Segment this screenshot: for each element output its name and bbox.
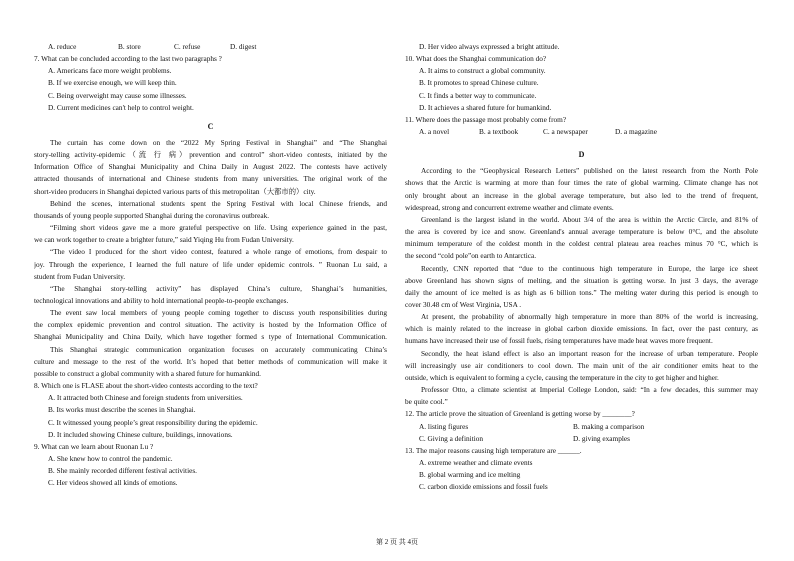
right-column <box>405 41 758 493</box>
q12-stem: 12. The article prove the situation of Greenland is getting worse by ________? <box>405 409 635 419</box>
q8-option-c: C. It witnessed young people’s great responsibility during the epidemic. <box>48 417 258 427</box>
passage-c-line: culture and message to the rest of the world. It’s hoped that better methods of communication will make it <box>34 356 387 366</box>
passage-d-line: Greenland is the largest island in the world. About 3/4 of the area is within the Arctic Circle, and 81% of <box>421 214 758 224</box>
q8-option-a: A. It attracted both Chinese and foreign students from universities. <box>48 393 243 403</box>
q7-option-b: B. If we exercise enough, we will keep thin. <box>48 78 177 88</box>
passage-d-line: which is mainly related to the increase in global carbon dioxide emissions. In fact, over the past century, as <box>405 324 758 334</box>
passage-c-line: we can work together to create a brighter future,” said Yiqing Hu from Fudan University. <box>34 235 294 245</box>
passage-d-line: only brought about an increase in the global average temperature, but also led to the trend of frequent, <box>405 190 758 200</box>
q10-option-c: C. It finds a better way to communicate. <box>419 90 537 100</box>
q9-option-c: C. Her videos showed all kinds of emotions. <box>48 478 178 488</box>
q11-stem: 11. Where does the passage most probably come from? <box>405 114 567 124</box>
passage-c-line: The curtain has come down on the “2022 My Spring Festival in Shanghai” and “The Shanghai <box>50 137 387 147</box>
q11-option-d: D. a magazine <box>615 127 657 137</box>
passage-d-line: the second “cold pole”on earth to Antarctica. <box>405 251 537 261</box>
q7-option-d: D. Current medicines can't help to control weight. <box>48 102 194 112</box>
passage-c-line: attracted thousands of international and Chinese students from many universities. The original work of the <box>34 174 387 184</box>
page-footer: 第 2 页 共 4页 <box>376 538 418 546</box>
passage-d-line: widespread, strong and concurrent extreme weather and climate events. <box>405 202 614 212</box>
passage-d-line: shows that the Arctic is warming at more than four times the rate of global warming. Climate change has not <box>405 178 758 188</box>
q6-options <box>34 41 387 53</box>
q13-option-a: A. extreme weather and climate events <box>419 458 533 467</box>
q9-stem: 9. What can we learn about Ruonan Lu ? <box>34 441 154 451</box>
q10-option-d: D. It achieves a shared future for humankind. <box>419 102 552 112</box>
q6-option-a: A. reduce <box>48 42 77 51</box>
passage-c-line: technological innovations and ability to hold international people-to-people exchanges. <box>34 295 289 305</box>
q11-option-c: C. a newspaper <box>543 127 588 137</box>
passage-c-line: thousands of young people supported Shanghai during the coronavirus outbreak. <box>34 210 270 220</box>
passage-c-line: joy. Through the experience, I learned the full nature of life under epidemic controls. ” Ruonan Lu said, a <box>34 259 387 269</box>
q10-stem: 10. What does the Shanghai communication do? <box>405 54 547 64</box>
q8-stem: 8. Which one is FLASE about the short-video contests according to the text? <box>34 381 258 391</box>
passage-d-line: minimum temperature of the coldest month in the coldest central plateau area reaches minus 70 °C, which is <box>405 239 758 249</box>
q9-option-b: B. She mainly recorded different festival activities. <box>48 466 197 476</box>
passage-c-line: Information Office of Shanghai Municipality and China Daily in August 2022. The contests have actively <box>34 162 387 172</box>
passage-d-line: will increasingly use air conditioners to cool down. The main unit of the air conditioner emits heat to the <box>405 360 758 370</box>
passage-c-line: “The video I produced for the short video contest, featured a whole range of emotions, from despair to <box>50 247 387 257</box>
q7-option-c: C. Being overweight may cause some illnesses. <box>48 90 187 100</box>
q11-option-b: B. a textbook <box>479 127 519 137</box>
passage-c-line: the complex epidemic prevention and control situation. The activity is hosted by the Information Office of <box>34 320 387 330</box>
passage-d-line: daily the amount of ice melted is as high as 6 billion tons.” The melting water during this period is enough to <box>405 287 758 297</box>
q8-option-d: D. It included showing Chinese culture, buildings, innovations. <box>48 429 233 439</box>
passage-c-line: Behind the scenes, international students spent the Spring Festival with local Chinese friends, and <box>50 198 387 208</box>
passage-d-line: outside, which is equivalent to forming a cycle, causing the temperature in the city to get higher and higher. <box>405 372 719 382</box>
passage-c-line: story-telling activity-epidemic（流 行 病）prevention and control” short-video contests, initiated by the <box>34 150 387 160</box>
passage-d-line: above Greenland has shown signs of melting, and the situation is getting worse. In just 3 days, the average <box>405 275 758 285</box>
passage-c-line: “Filming short videos gave me a more grateful perspective on life. Using experience gained in the past, <box>50 223 387 233</box>
q13-option-b: B. global warming and ice melting <box>419 470 521 480</box>
q9-option-a: A. She knew how to control the pandemic. <box>48 454 173 463</box>
q6-option-d: D. digest <box>230 42 257 51</box>
q8-option-b: B. Its works must describe the scenes in Shanghai. <box>48 405 196 415</box>
q10-option-b: B. It promotes to spread Chinese culture. <box>419 78 539 88</box>
q12-option-b: B. making a comparison <box>573 421 645 431</box>
passage-c-line: student from Fudan University. <box>34 271 126 281</box>
q10-option-a: A. It aims to construct a global community. <box>419 66 546 76</box>
passage-d-line: cover 30.48 cm of West Virginia, USA . <box>405 299 522 309</box>
q12-option-c: C. Giving a definition <box>419 433 484 443</box>
q7-stem: 7. What can be concluded according to the last two paragraphs ? <box>34 54 222 64</box>
q12-option-d: D. giving examples <box>573 433 630 443</box>
passage-d-line: Secondly, the heat island effect is also an important reason for the increase of urban temperature. People <box>421 348 758 358</box>
passage-d-line: At present, the probability of abnormally high temperature in more than 80% of the world is increasing, <box>421 312 758 322</box>
passage-c-line: Shanghai Municipality and China Daily, which have together formed s type of International Communication. <box>34 332 387 342</box>
passage-d-line: Professor Otto, a climate scientist at Imperial College London, said: “In a few decades, this summer may <box>421 385 758 395</box>
passage-c-heading: C <box>207 121 214 131</box>
passage-c-line: This Shanghai strategic communication organization focuses on accurately communicating China’s <box>50 344 387 354</box>
passage-c-line: short-video producers in Shanghai depicted various parts of this metropolitan（大都市的）city. <box>34 186 316 196</box>
q12-options-row1 <box>405 421 758 433</box>
q13-option-c: C. carbon dioxide emissions and fossil fuels <box>419 482 548 492</box>
q13-stem: 13. The major reasons causing high temperature are ______. <box>405 445 582 455</box>
q7-option-a: A. Americans face more weight problems. <box>48 66 172 76</box>
q9-option-d: D. Her video always expressed a bright attitude. <box>419 42 560 51</box>
q6-option-c: C. refuse <box>174 42 201 51</box>
passage-d-line: the area is covered by ice and snow. Greenland's annual average temperature is below 0°C, and the absolute <box>405 227 758 237</box>
passage-c-line: The event saw local members of young people coming together to discuss youth responsibilities during <box>50 308 387 318</box>
passage-c-line: possible to construct a global community with a shared future for humankind. <box>34 368 261 378</box>
passage-c-line: “The Shanghai story-telling activity” has displayed China’s culture, Shanghai’s humanities, <box>50 283 387 293</box>
passage-d-line: Recently, CNN reported that “due to the continuous high temperature in Europe, the large ice sheet <box>421 263 758 273</box>
q11-option-a: A. a novel <box>419 127 450 137</box>
left-column <box>34 41 387 489</box>
q12-option-a: A. listing figures <box>419 421 469 431</box>
q12-options-row2 <box>405 433 758 445</box>
passage-d-line: According to the “Geophysical Research Letters” published on the latest research from the North Pole <box>421 166 758 176</box>
passage-d-heading: D <box>578 150 585 160</box>
q11-options <box>405 126 758 138</box>
passage-d-line: be quite cool.” <box>405 397 448 407</box>
passage-d-line: humans have increased their use of fossil fuels, rising temperatures have made heat waves more frequent. <box>405 336 713 346</box>
q6-option-b: B. store <box>118 42 141 51</box>
